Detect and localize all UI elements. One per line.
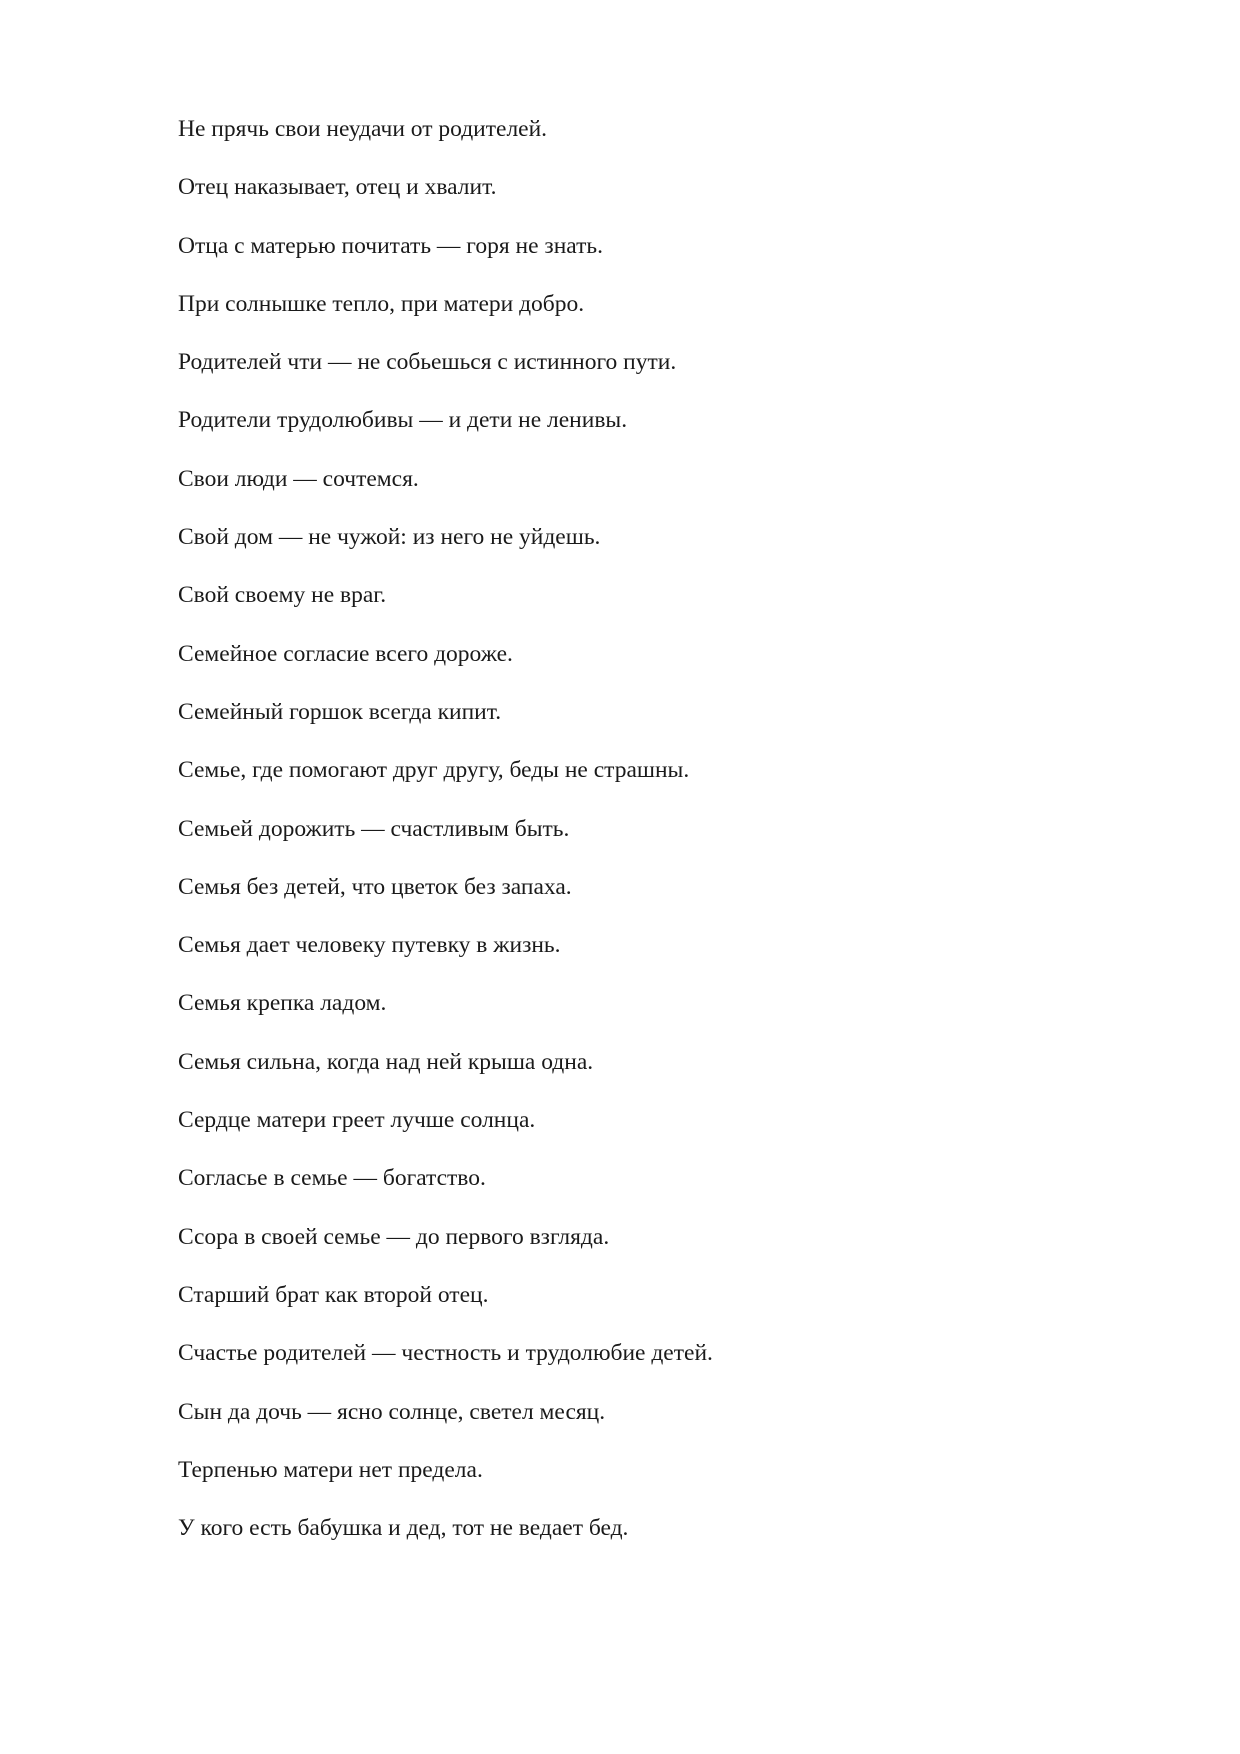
proverb-line: Семья крепка ладом.	[178, 990, 387, 1017]
proverb-line: Счастье родителей — честность и трудолюбие детей.	[178, 1340, 713, 1367]
proverb-line: Отца с матерью почитать — горя не знать.	[178, 232, 603, 259]
proverb-line: Семья сильна, когда над ней крыша одна.	[178, 1048, 594, 1075]
proverb-line: Свои люди — сочтемся.	[178, 465, 419, 492]
proverb-line: Родители трудолюбивы — и дети не ленивы.	[178, 407, 628, 434]
proverb-line: Свой дом — не чужой: из него не уйдешь.	[178, 524, 601, 551]
proverb-line: Семья дает человеку путевку в жизнь.	[178, 932, 561, 959]
proverb-line: Ссора в своей семье — до первого взгляда.	[178, 1223, 610, 1250]
proverb-line: Семейное согласие всего дороже.	[178, 640, 513, 667]
proverb-line: При солнышке тепло, при матери добро.	[178, 290, 585, 317]
proverb-line: Семье, где помогают друг другу, беды не страшны.	[178, 757, 690, 784]
proverb-line: Старший брат как второй отец.	[178, 1281, 489, 1308]
proverb-line: Отец наказывает, отец и хвалит.	[178, 174, 497, 201]
proverb-line: Согласье в семье — богатство.	[178, 1165, 486, 1192]
proverb-list	[178, 114, 713, 1571]
proverb-line: Семья без детей, что цветок без запаха.	[178, 873, 572, 900]
proverb-line: Терпенью матери нет предела.	[178, 1456, 483, 1483]
proverb-line: Свой своему не враг.	[178, 582, 387, 609]
proverb-line: Семьей дорожить — счастливым быть.	[178, 815, 570, 842]
proverb-line: Не прячь свои неудачи от родителей.	[178, 116, 548, 142]
proverb-line: Родителей чти — не собьешься с истинного пути.	[178, 349, 677, 376]
proverb-line: Сердце матери греет лучше солнца.	[178, 1107, 536, 1134]
proverb-line: У кого есть бабушка и дед, тот не ведает бед.	[178, 1515, 629, 1542]
proverb-line: Сын да дочь — ясно солнце, светел месяц.	[178, 1398, 606, 1425]
proverb-line: Семейный горшок всегда кипит.	[178, 698, 502, 725]
